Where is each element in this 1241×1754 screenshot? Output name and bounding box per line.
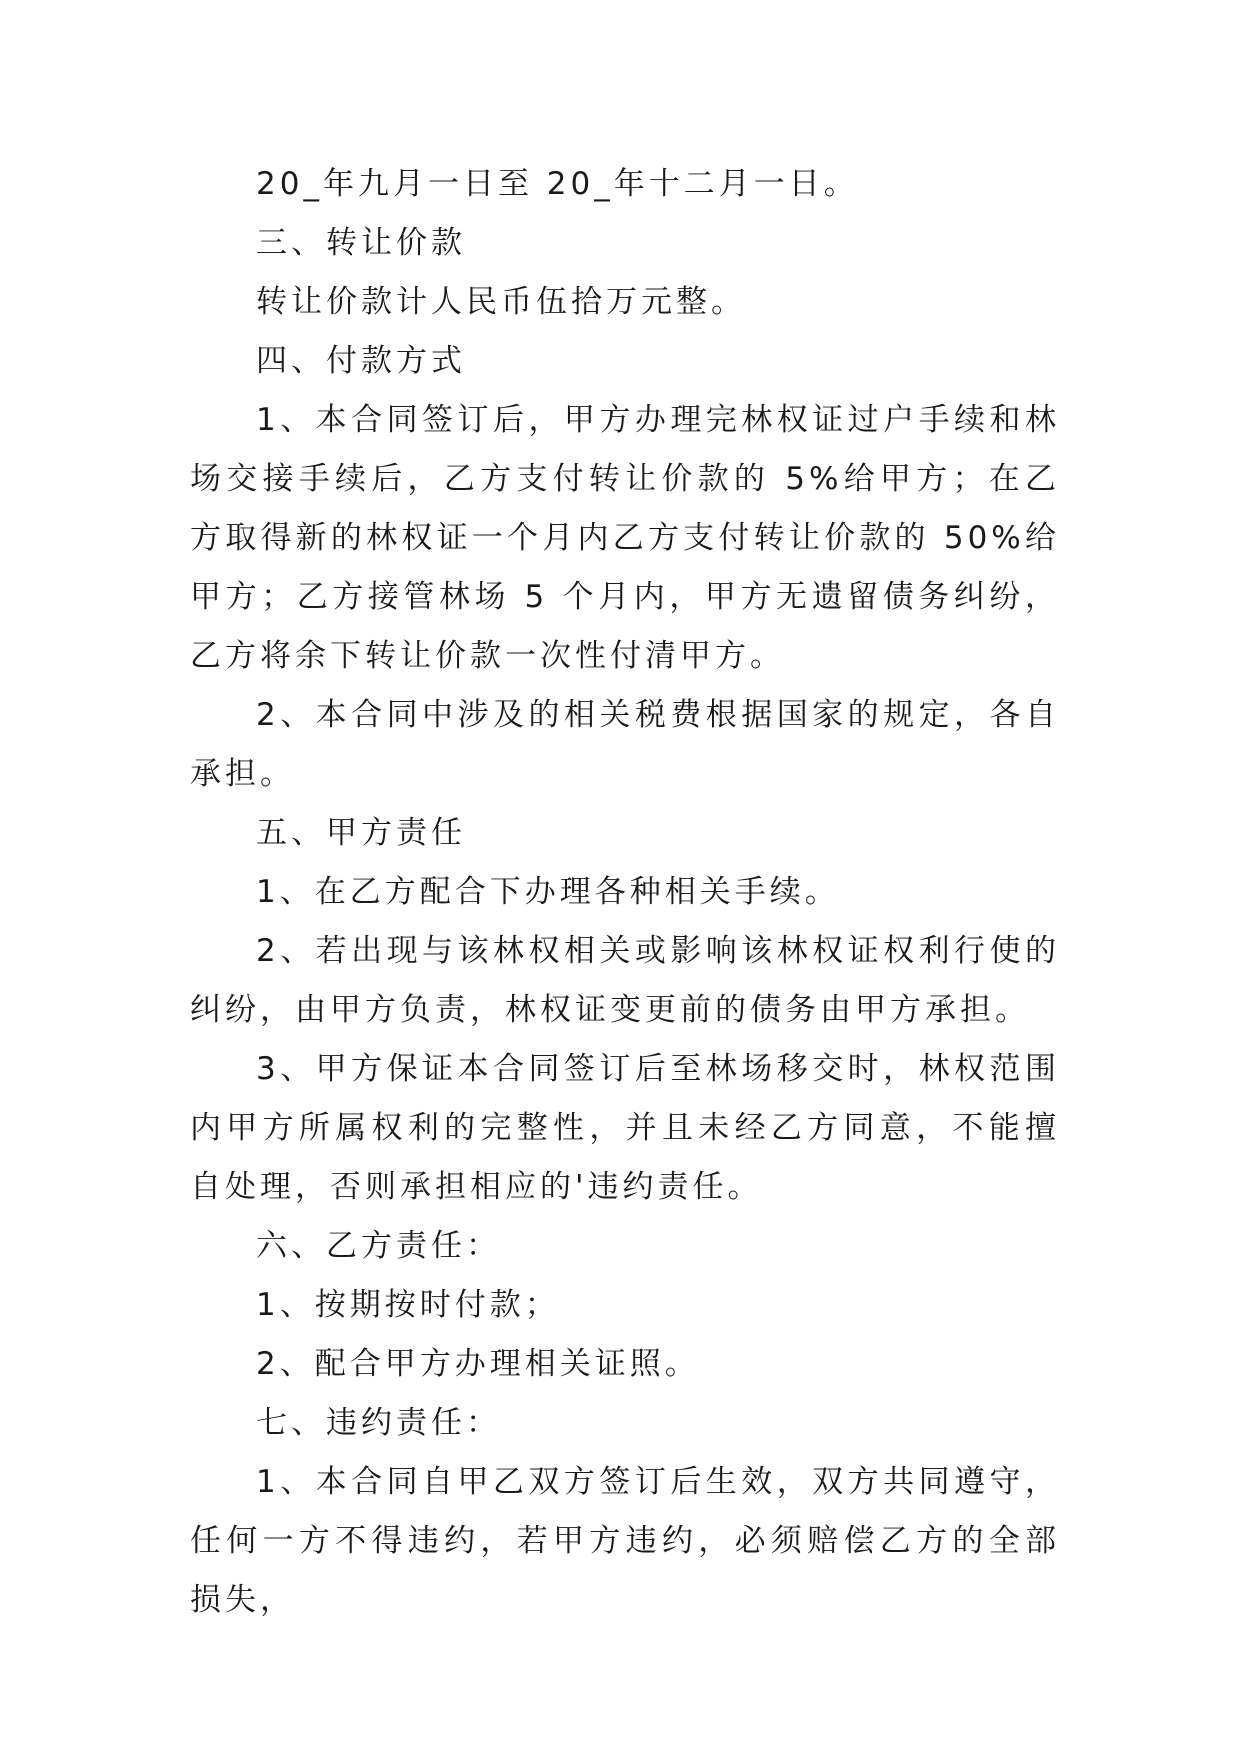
section-heading-party-a-duties: 五、甲方责任 — [256, 815, 466, 851]
paragraph-party-b-1: 1、按期按时付款； — [256, 1287, 560, 1323]
paragraph-transfer-price: 转让价款计人民币伍拾万元整。 — [256, 284, 746, 320]
paragraph-breach-1: 1、本合同自甲乙双方签订后生效，双方共同遵守，任何一方不得违约，若甲方违约，必须赔偿乙方的全部损失， — [190, 1464, 1060, 1618]
paragraph-payment-1: 1、本合同签订后，甲方办理完林权证过户手续和林场交接手续后，乙方支付转让价款的 5%给甲方；在乙方取得新的林权证一个月内乙方支付转让价款的 50%给甲方；乙方接管林场 5 个月内，甲方无遗留债务纠纷，乙方将余下转让价款一次性付清甲方。 — [190, 402, 1060, 674]
section-heading-transfer-price: 三、转让价款 — [256, 225, 466, 261]
paragraph-party-a-3: 3、甲方保证本合同签订后至林场移交时，林权范围内甲方所属权利的完整性，并且未经乙方同意，不能擅自处理，否则承担相应的'违约责任。 — [190, 1051, 1060, 1205]
section-heading-party-b-duties: 六、乙方责任： — [256, 1228, 501, 1264]
paragraph-payment-2: 2、本合同中涉及的相关税费根据国家的规定，各自承担。 — [190, 697, 1060, 792]
section-heading-payment-method: 四、付款方式 — [256, 343, 466, 379]
paragraph-party-a-2: 2、若出现与该林权相关或影响该林权证权利行使的纠纷，由甲方负责，林权证变更前的债务由甲方承担。 — [190, 933, 1060, 1028]
paragraph-party-b-2: 2、配合甲方办理相关证照。 — [256, 1346, 700, 1382]
paragraph-party-a-1: 1、在乙方配合下办理各种相关手续。 — [256, 874, 840, 910]
paragraph-contract-period: 20_年九月一日至 20_年十二月一日。 — [256, 166, 859, 202]
section-heading-breach-liability: 七、违约责任： — [256, 1405, 501, 1441]
document-body — [190, 155, 1060, 1630]
